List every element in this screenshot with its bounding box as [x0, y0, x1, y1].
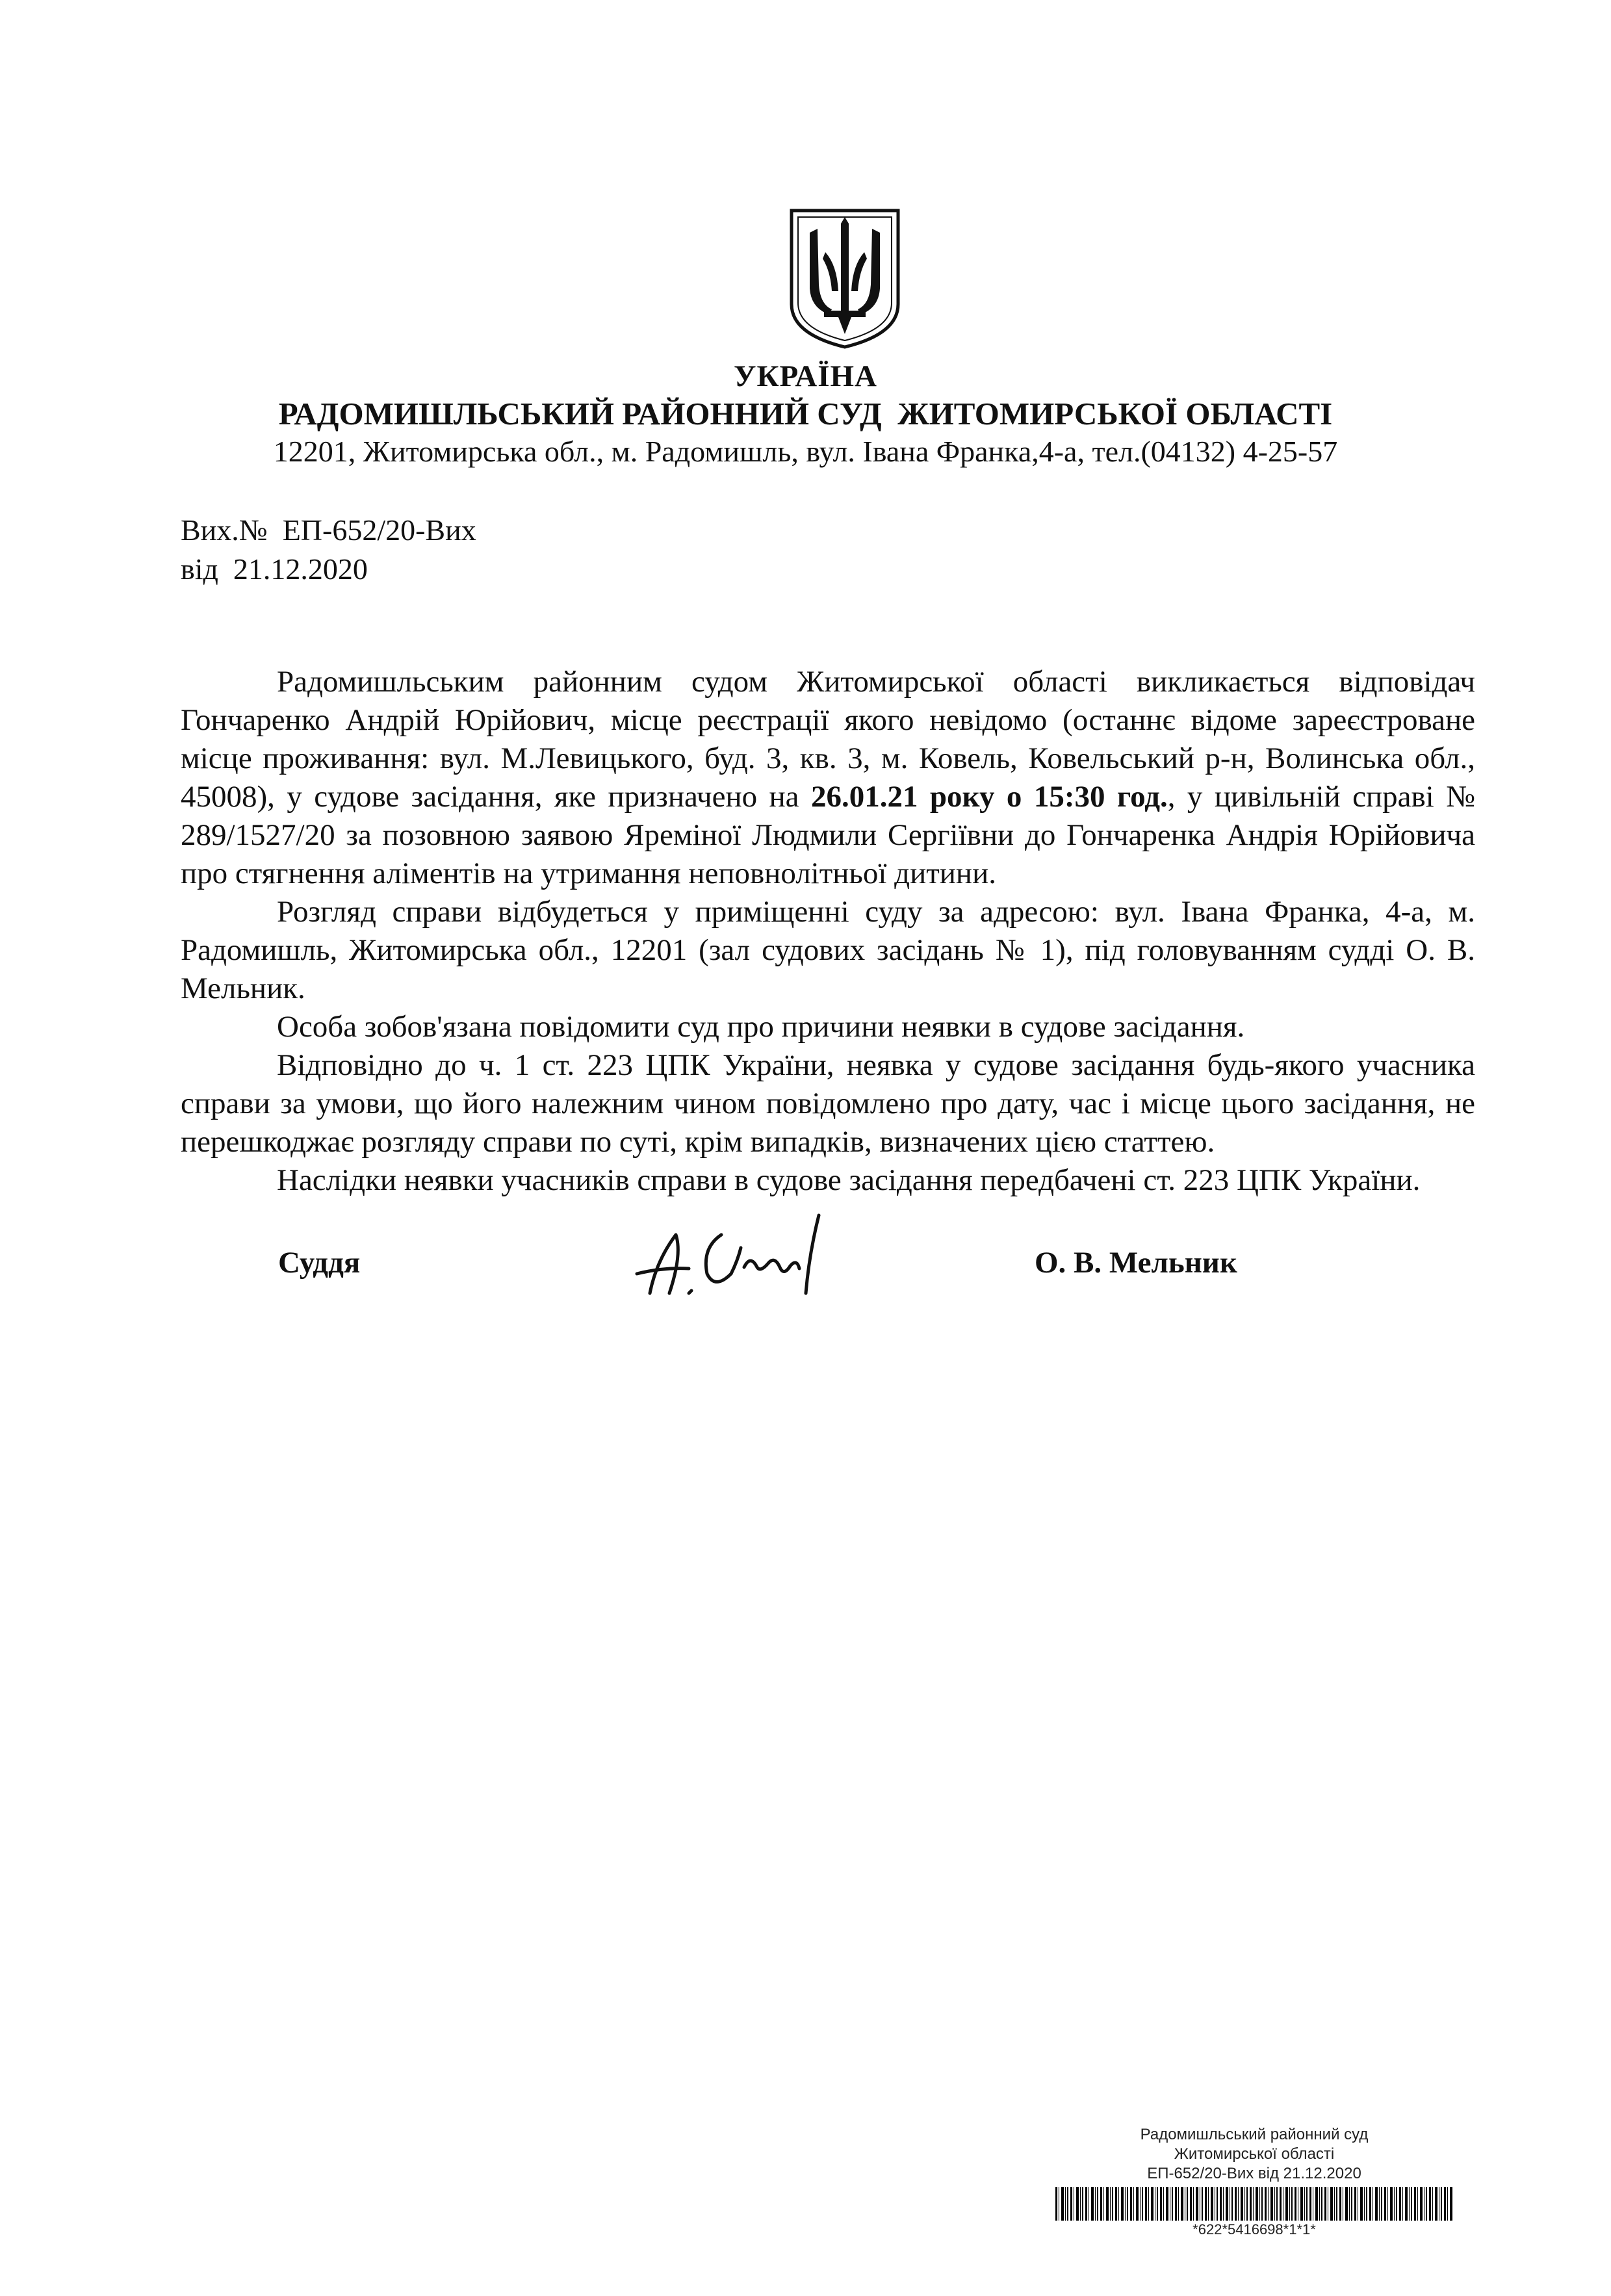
summons-body: [181, 663, 1475, 1200]
court-name-heading: РАДОМИШЛЬСЬКИЙ РАЙОННИЙ СУД ЖИТОМИРСЬКОЇ ОБЛАСТІ: [278, 396, 1333, 432]
summons-text-1: Радомишльським районним судом Житомирської області викликається відповідач Гончаренко Андрій Юрійович, місце реєстрації якого невідомо (останнє відоме зареєстроване місце проживання: вул. М.Левицького, буд. 3, кв. 3, м. Ковель, Ковельський р-н, Волинська обл., 45008), у судове засідання, яке призначено на: [181, 665, 1475, 814]
paragraph-summons: [181, 663, 1475, 893]
hearing-datetime: 26.01.21 року о 15:30 год.: [810, 780, 1168, 814]
stamp-court-line: Радомишльський районний суд: [1140, 2126, 1369, 2143]
paragraph-location: Розгляд справи відбудеться у приміщенні суду за адресою: вул. Івана Франка, 4-а, м. Радомишль, Житомирська обл., 12201 (зал судових засідань № 1), під головуванням судді О. В. Мельник.: [181, 895, 1475, 1005]
stamp-region-line: Житомирської області: [1174, 2145, 1335, 2163]
signer-title: Суддя: [278, 1246, 361, 1280]
country-heading: УКРАЇНА: [733, 359, 877, 393]
registration-stamp: [1053, 2125, 1456, 2184]
signer-name: О. В. Мельник: [1035, 1246, 1237, 1280]
outgoing-number: Вих.№ ЕП-652/20-Вих: [181, 513, 476, 547]
barcode-text: *622*5416698*1*1*: [1192, 2221, 1316, 2238]
barcode: [1055, 2187, 1453, 2221]
handwritten-signature: [624, 1196, 871, 1313]
paragraph-consequences: Наслідки неявки учасників справи в судове засідання передбачені ст. 223 ЦПК України.: [277, 1163, 1421, 1197]
paragraph-obligation: Особа зобов'язана повідомити суд про причини неявки в судове засідання.: [277, 1010, 1245, 1044]
paragraph-law-reference: Відповідно до ч. 1 ст. 223 ЦПК України, неявка у судове засідання будь-якого учасника справи за умови, що його належним чином повідомлено про дату, час і місце цього засідання, не перешкоджає розгляду справи по суті, крім випадків, визначених цією статтею.: [181, 1048, 1475, 1159]
court-address: 12201, Житомирська обл., м. Радомишль, вул. Івана Франка,4-а, тел.(04132) 4-25-57: [273, 435, 1338, 468]
stamp-number-line: ЕП-652/20-Вих від 21.12.2020: [1147, 2165, 1361, 2182]
outgoing-date: від 21.12.2020: [181, 552, 368, 586]
summons-text-2: , у цивільній справі № 289/1527/20 за позовною заявою Яреміної Людмили Сергіївни до Гончаренка Андрія Юрійовича про стягнення аліментів на утримання неповнолітньої дитини.: [181, 780, 1475, 890]
trident-coat-of-arms-icon: [786, 207, 903, 351]
